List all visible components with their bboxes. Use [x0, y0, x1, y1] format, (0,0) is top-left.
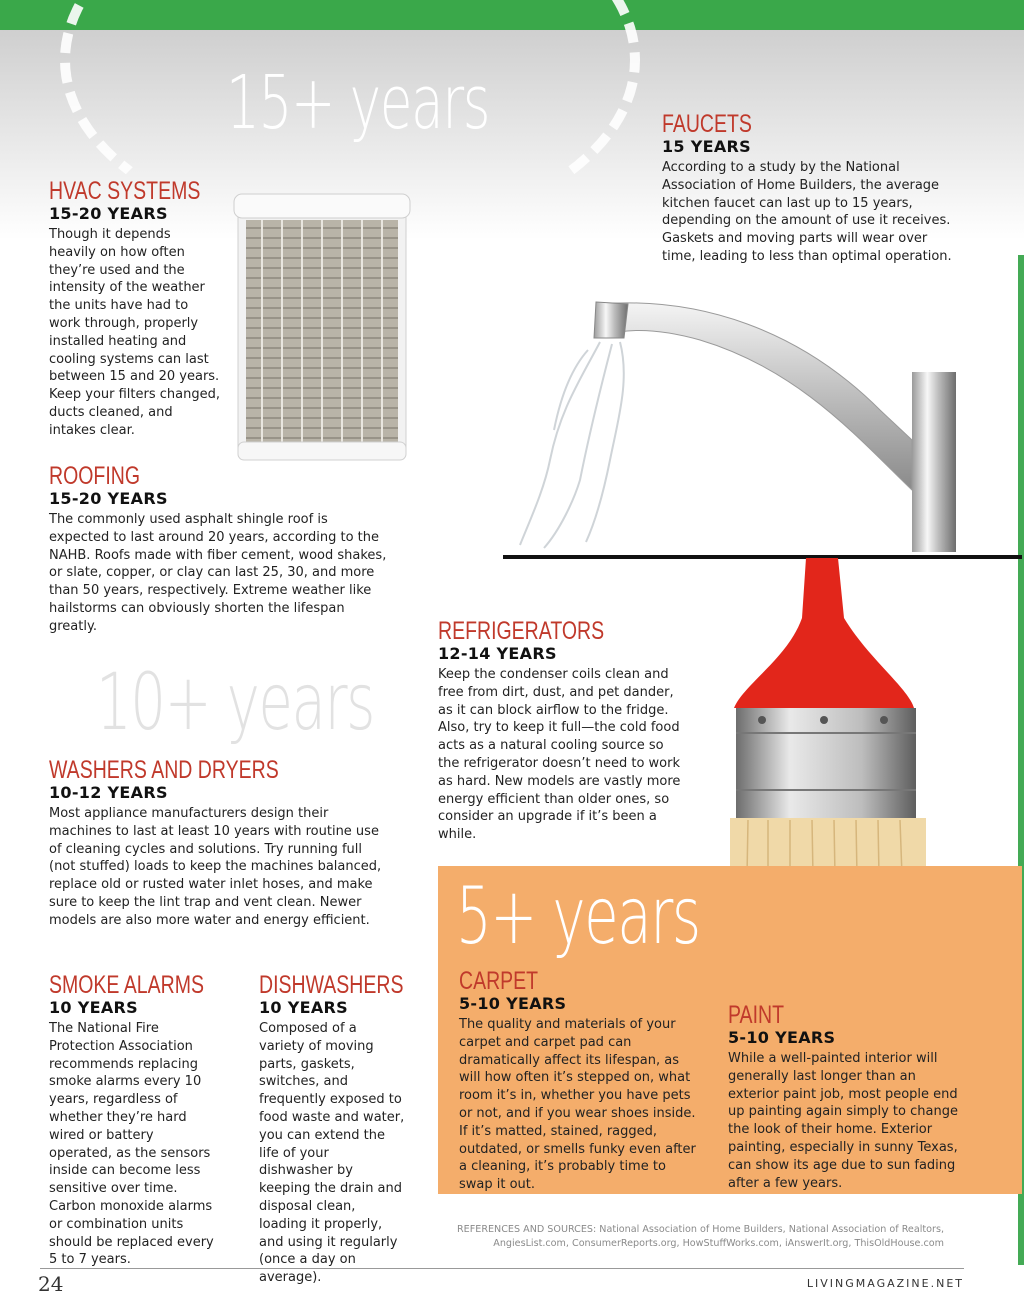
footer-rule [40, 1268, 964, 1269]
section-years: 10-12 YEARS [49, 783, 168, 802]
page-number: 24 [38, 1272, 64, 1296]
section-washers-dryers [49, 757, 389, 930]
section-roofing [49, 463, 389, 636]
section-body: Though it depends heavily on how often they’re used and the intensity of the weather the units have had to work through, properly installed heating and cooling systems can last between 15 and 20 years. Keep your filters changed, ducts cleaned, and intakes clear. [49, 227, 220, 438]
ten-plus-years-label: 10+ years [96, 658, 374, 748]
section-body: Keep the condenser coils clean and free from dirt, dust, and pet dander, as it can block airflow to the fridge. Also, try to keep it full—the cold food acts as a natural cooling source so the refrigerator doesn’t need to work as hard. New models are vastly more energy efficient than older ones, so consider an upgrade if it’s been a while. [438, 667, 681, 843]
section-body: Most appliance manufacturers design their machines to last at least 10 years with routine use of cleaning cycles and solutions. Try running full (not stuffed) loads to keep the machines balanced, replace old or rusted water inlet hoses, and make sure to keep the lint trap and vent clean. Newer models are also more water and energy efficient. [49, 806, 382, 928]
section-years: 5-10 YEARS [728, 1028, 836, 1047]
section-years: 10 YEARS [49, 998, 138, 1017]
section-faucets [662, 111, 952, 266]
references-line-2: AngiesList.com, ConsumerReports.org, HowStuffWorks.com, iAnswerIt.org, ThisOldHouse.com [493, 1238, 944, 1249]
section-dishwashers [259, 972, 405, 1287]
site-url: LIVINGMAGAZINE.NET [806, 1277, 964, 1290]
section-years: 15-20 YEARS [49, 489, 168, 508]
section-years: 15 YEARS [662, 137, 751, 156]
section-body: Composed of a variety of moving parts, gaskets, switches, and frequently exposed to food waste and water, you can extend the life of your dishwasher by keeping the drain and disposal clean, loading it properly, and using it regularly (once a day on average). [259, 1021, 405, 1286]
section-body: The National Fire Protection Association recommends replacing smoke alarms every 10 years, regardless of whether they’re hard wired or battery operated, as the sensors inside can become less sensitive over time. Carbon monoxide alarms or combination units should be replaced every 5 to 7 years. [49, 1021, 214, 1268]
section-body: While a well-painted interior will generally last longer than an exterior paint job, most people end up painting again simply to change the look of their home. Exterior painting, especially in sunny Texas, can show its age due to sun fading after a few years. [728, 1051, 958, 1191]
section-hvac [49, 178, 221, 440]
section-years: 10 YEARS [259, 998, 348, 1017]
section-refrigerators [438, 618, 684, 844]
section-body: According to a study by the National Association of Home Builders, the average kitchen faucet can last up to 15 years, depending on the amount of use it receives. Gaskets and moving parts will wear over time, leading to less than optimal operation. [662, 160, 952, 264]
section-body: The commonly used asphalt shingle roof is expected to last around 20 years, according to the NAHB. Roofs made with fiber cement, wood shakes, or slate, copper, or clay can last 25, 30, and more than 50 years, respectively. Extreme weather like hailstorms can obviously shorten the lifespan greatly. [49, 512, 387, 634]
section-title: HVAC SYSTEMS [49, 177, 201, 205]
section-title: WASHERS AND DRYERS [49, 756, 279, 784]
section-years: 12-14 YEARS [438, 644, 557, 663]
section-title: SMOKE ALARMS [49, 971, 204, 999]
section-years: 5-10 YEARS [459, 994, 567, 1013]
section-carpet [459, 968, 699, 1194]
section-paint [728, 1002, 968, 1192]
references-line-1: REFERENCES AND SOURCES: National Association of Home Builders, National Association of Realtors, [457, 1224, 944, 1235]
fifteen-plus-years-label: 15+ years [226, 60, 490, 146]
section-title: DISHWASHERS [259, 971, 404, 999]
section-body: The quality and materials of your carpet and carpet pad can dramatically affect its lifespan, as will how often it’s stepped on, what room it’s in, whether you have pets or not, and if you wear shoes inside. If it’s matted, stained, ragged, outdated, or smells funky even after a cleaning, it’s probably time to swap it out. [459, 1017, 696, 1193]
section-years: 15-20 YEARS [49, 204, 168, 223]
references [404, 1223, 944, 1251]
air-conditioner-image [232, 190, 412, 462]
section-title: PAINT [728, 1001, 784, 1029]
section-title: REFRIGERATORS [438, 617, 605, 645]
section-smoke-alarms [49, 972, 219, 1269]
section-title: ROOFING [49, 462, 141, 490]
five-plus-years-label: 5+ years [456, 872, 700, 962]
section-title: FAUCETS [662, 110, 752, 138]
faucet-image [500, 290, 960, 555]
section-title: CARPET [459, 967, 539, 995]
